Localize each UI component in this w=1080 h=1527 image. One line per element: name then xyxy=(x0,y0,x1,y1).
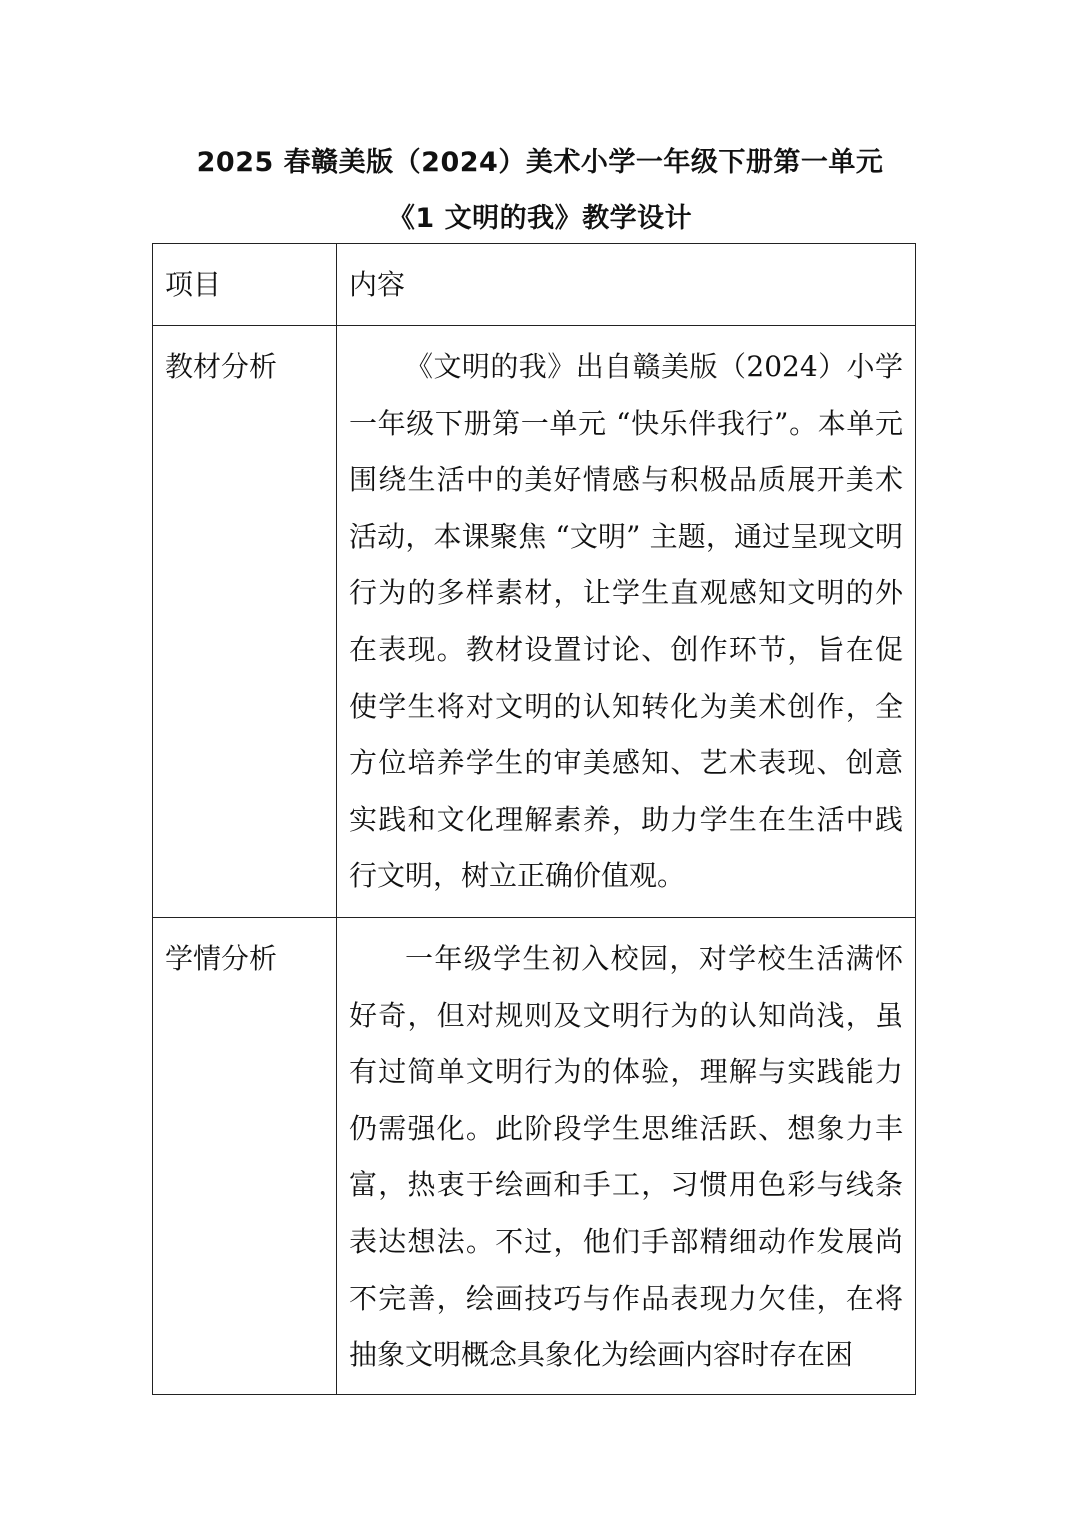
table-row xyxy=(153,326,916,918)
row-content-cell xyxy=(337,326,916,918)
row-content-cell xyxy=(337,918,916,1395)
row-label-textbook-analysis: 教材分析 xyxy=(165,350,278,383)
row-label-cell xyxy=(153,326,337,918)
row-label-student-analysis: 学情分析 xyxy=(165,942,278,975)
row-content-textbook-analysis: 《文明的我》出自赣美版（2024）小学一年级下册第一单元 “快乐伴我行”。本单元围绕生活中的美好情感与积极品质展开美术活动，本课聚焦 “文明” 主题，通过呈现文明行为的多样素材，让学生直观感知文明的外在表现。教材设置讨论、创作环节，旨在促使学生将对文明的认知转化为美术创作，全方位培养学生的审美感知、艺术表现、创意实践和文化理解素养，助力学生在生活中践行文明，树立正确价值观。 xyxy=(349,350,903,893)
document-title-line-2: 《1 文明的我》教学设计 xyxy=(387,203,693,234)
table-row xyxy=(153,918,916,1395)
row-content-student-analysis: 一年级学生初入校园，对学校生活满怀好奇，但对规则及文明行为的认知尚浅，虽有过简单文明行为的体验，理解与实践能力仍需强化。此阶段学生思维活跃、想象力丰富，热衷于绘画和手工，习惯用色彩与线条表达想法。不过，他们手部精细动作发展尚不完善，绘画技巧与作品表现力欠佳，在将抽象文明概念具象化为绘画内容时存在困 xyxy=(349,942,903,1372)
header-item-label: 项目 xyxy=(165,268,222,301)
row-label-cell xyxy=(153,918,337,1395)
header-cell-content xyxy=(337,244,916,326)
lesson-plan-table xyxy=(152,243,916,1395)
table-header-row xyxy=(153,244,916,326)
header-cell-item xyxy=(153,244,337,326)
document-title-line-1: 2025 春赣美版（2024）美术小学一年级下册第一单元 xyxy=(196,147,884,178)
header-content-label: 内容 xyxy=(349,268,406,301)
